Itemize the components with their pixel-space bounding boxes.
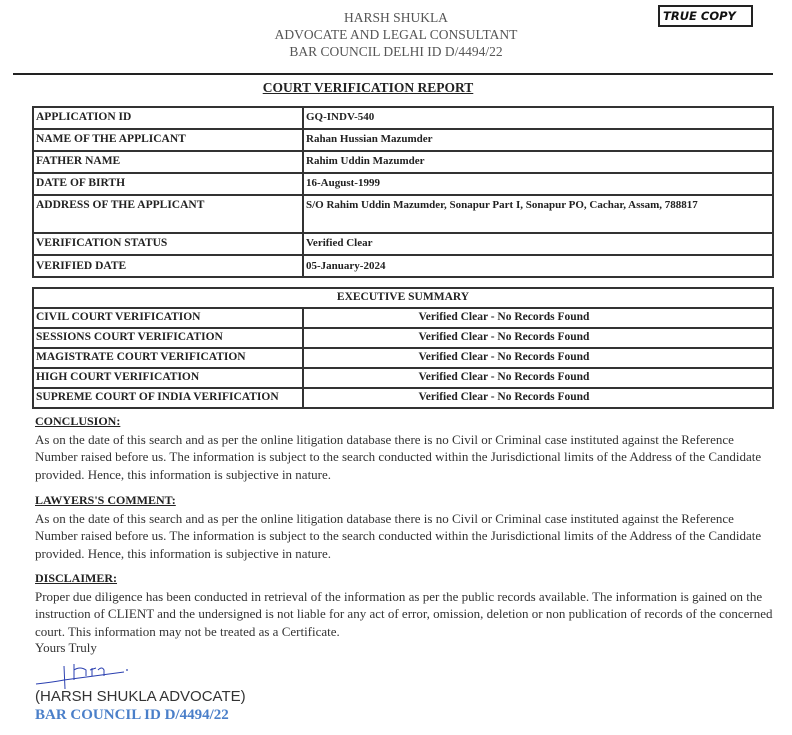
court-label: CIVIL COURT VERIFICATION [33,308,303,328]
table-row [33,151,773,173]
disclaimer-section [35,570,775,640]
table-row [33,173,773,195]
court-result: Verified Clear - No Records Found [303,328,773,348]
court-result: Verified Clear - No Records Found [303,308,773,328]
row-label: NAME OF THE APPLICANT [33,129,303,151]
table-row [33,328,773,348]
applicant-info-table [32,106,774,278]
conclusion-heading: CONCLUSION: [35,414,121,428]
applicant-name-value: Rahan Hussian Mazumder [303,129,773,151]
application-id-value: GQ-INDV-540 [303,107,773,129]
row-label: VERIFIED DATE [33,255,303,277]
table-row [33,388,773,408]
address-value: S/O Rahim Uddin Mazumder, Sonapur Part I, Sonapur PO, Cachar, Assam, 788817 [303,195,773,233]
row-label: FATHER NAME [33,151,303,173]
signature-icon [34,658,134,690]
court-result: Verified Clear - No Records Found [303,388,773,408]
table-row [33,308,773,328]
signer-bar-id: BAR COUNCIL ID D/4494/22 [35,707,229,723]
disclaimer-heading: DISCLAIMER: [35,571,118,585]
table-header-row [33,288,773,308]
lawyers-comment-section [35,492,775,562]
row-label: DATE OF BIRTH [33,173,303,195]
advocate-name: HARSH SHUKLA [344,10,448,25]
signer-name: (HARSH SHUKLA ADVOCATE) [35,688,246,705]
verification-status-value: Verified Clear [303,233,773,255]
table-row [33,129,773,151]
bar-council-id: BAR COUNCIL DELHI ID D/4494/22 [289,44,503,59]
lawyers-comment-heading: LAWYERS'S COMMENT: [35,493,176,507]
court-label: SUPREME COURT OF INDIA VERIFICATION [33,388,303,408]
table-row [33,255,773,277]
table-row [33,195,773,233]
court-label: MAGISTRATE COURT VERIFICATION [33,348,303,368]
court-result: Verified Clear - No Records Found [303,368,773,388]
header-divider [13,73,773,75]
table-row [33,348,773,368]
verified-date-value: 05-January-2024 [303,255,773,277]
table-row [33,107,773,129]
father-name-value: Rahim Uddin Mazumder [303,151,773,173]
disclaimer-text: Proper due diligence has been conducted in retrieval of the information as per the public records available. The information is gained on the instruction of CLIENT and the undersigned is not liable for any act of error, omission, deletion or non publication of records of the concerned court. This information may not be treated as a Certificate. [35,588,773,639]
dob-value: 16-August-1999 [303,173,773,195]
executive-summary-table [32,287,774,409]
table-row [33,368,773,388]
summary-heading: EXECUTIVE SUMMARY [33,288,773,308]
court-label: HIGH COURT VERIFICATION [33,368,303,388]
true-copy-stamp: TRUE COPY [658,5,753,27]
conclusion-section [35,413,775,483]
conclusion-text: As on the date of this search and as per the online litigation database there is no Civil or Criminal case instituted against the Reference Number raised before us. The information is subject to the search conducted within the Jurisdictional limits of the Address of the Candidate provided. Hence, this information is subjective in nature. [35,431,762,482]
advocate-title: ADVOCATE AND LEGAL CONSULTANT [274,27,518,42]
court-label: SESSIONS COURT VERIFICATION [33,328,303,348]
court-result: Verified Clear - No Records Found [303,348,773,368]
report-title: COURT VERIFICATION REPORT [262,80,474,95]
row-label: ADDRESS OF THE APPLICANT [33,195,303,233]
salutation: Yours Truly [35,640,97,655]
row-label: APPLICATION ID [33,107,303,129]
lawyers-comment-text: As on the date of this search and as per the online litigation database there is no Civil or Criminal case instituted against the Reference Number raised before us. The information is subject to the search conducted within the Jurisdictional limits of the Address of the Candidate provided. Hence, this information is subjective in nature. [35,510,762,561]
table-row [33,233,773,255]
row-label: VERIFICATION STATUS [33,233,303,255]
